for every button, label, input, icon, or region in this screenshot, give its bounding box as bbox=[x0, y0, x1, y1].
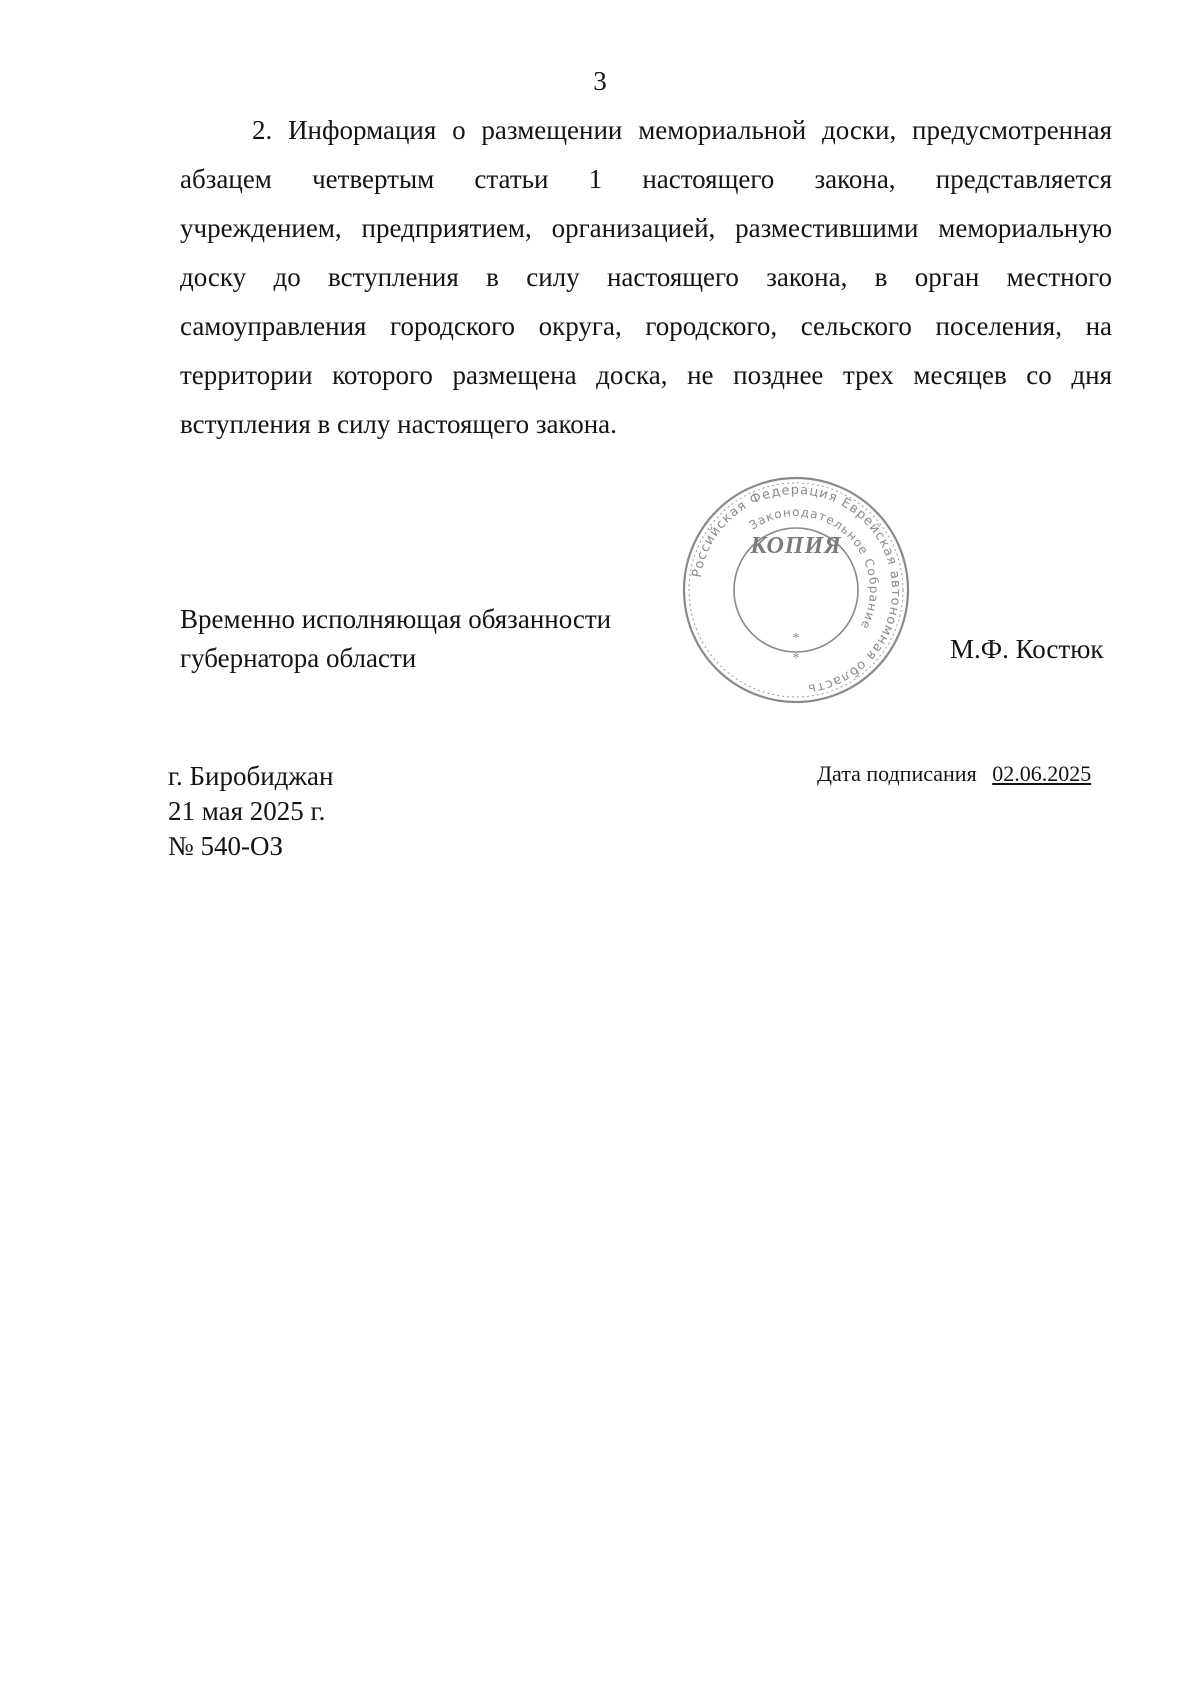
paragraph-line: самоуправления городского округа, городского, сельского поселения, на bbox=[180, 311, 1112, 341]
paragraph-line: территории которого размещена доска, не позднее трех месяцев со дня bbox=[180, 360, 1112, 390]
signatory-role-line: губернатора области bbox=[180, 643, 417, 673]
seal-outer-text: Российская Федерация Еврейская автономная область bbox=[689, 482, 904, 697]
law-number: № 540-ОЗ bbox=[168, 831, 284, 861]
paragraph-2 bbox=[180, 106, 1112, 449]
signing-date bbox=[817, 760, 1091, 788]
paragraph-line: вступления в силу настоящего закона. bbox=[180, 409, 617, 439]
seal-center-text: КОПИЯ bbox=[750, 533, 842, 559]
paragraph-line: абзацем четвертым статьи 1 настоящего закона, представляется bbox=[180, 164, 1112, 194]
signing-date-label: Дата подписания bbox=[817, 761, 977, 786]
signatory-name: М.Ф. Костюк bbox=[950, 634, 1104, 664]
paragraph-line: доску до вступления в силу настоящего закона, в орган местного bbox=[180, 262, 1112, 292]
seal-star-icon: * bbox=[792, 651, 800, 666]
official-seal bbox=[678, 472, 914, 708]
seal-inner-text: Законодательное Собрание bbox=[746, 504, 882, 633]
adoption-date: 21 мая 2025 г. bbox=[168, 796, 326, 826]
signing-date-value: 02.06.2025 bbox=[992, 761, 1092, 786]
signatory-role bbox=[180, 600, 611, 678]
seal-star-icon: * bbox=[792, 631, 800, 646]
signatory-role-line: Временно исполняющая обязанности bbox=[180, 604, 612, 634]
city: г. Биробиджан bbox=[168, 761, 334, 791]
paragraph-line: учреждением, предприятием, организацией, разместившими мемориальную bbox=[180, 213, 1112, 243]
page-number: 3 bbox=[593, 66, 607, 96]
paragraph-line: 2. Информация о размещении мемориальной доски, предусмотренная bbox=[252, 115, 1112, 145]
law-details bbox=[168, 759, 334, 864]
